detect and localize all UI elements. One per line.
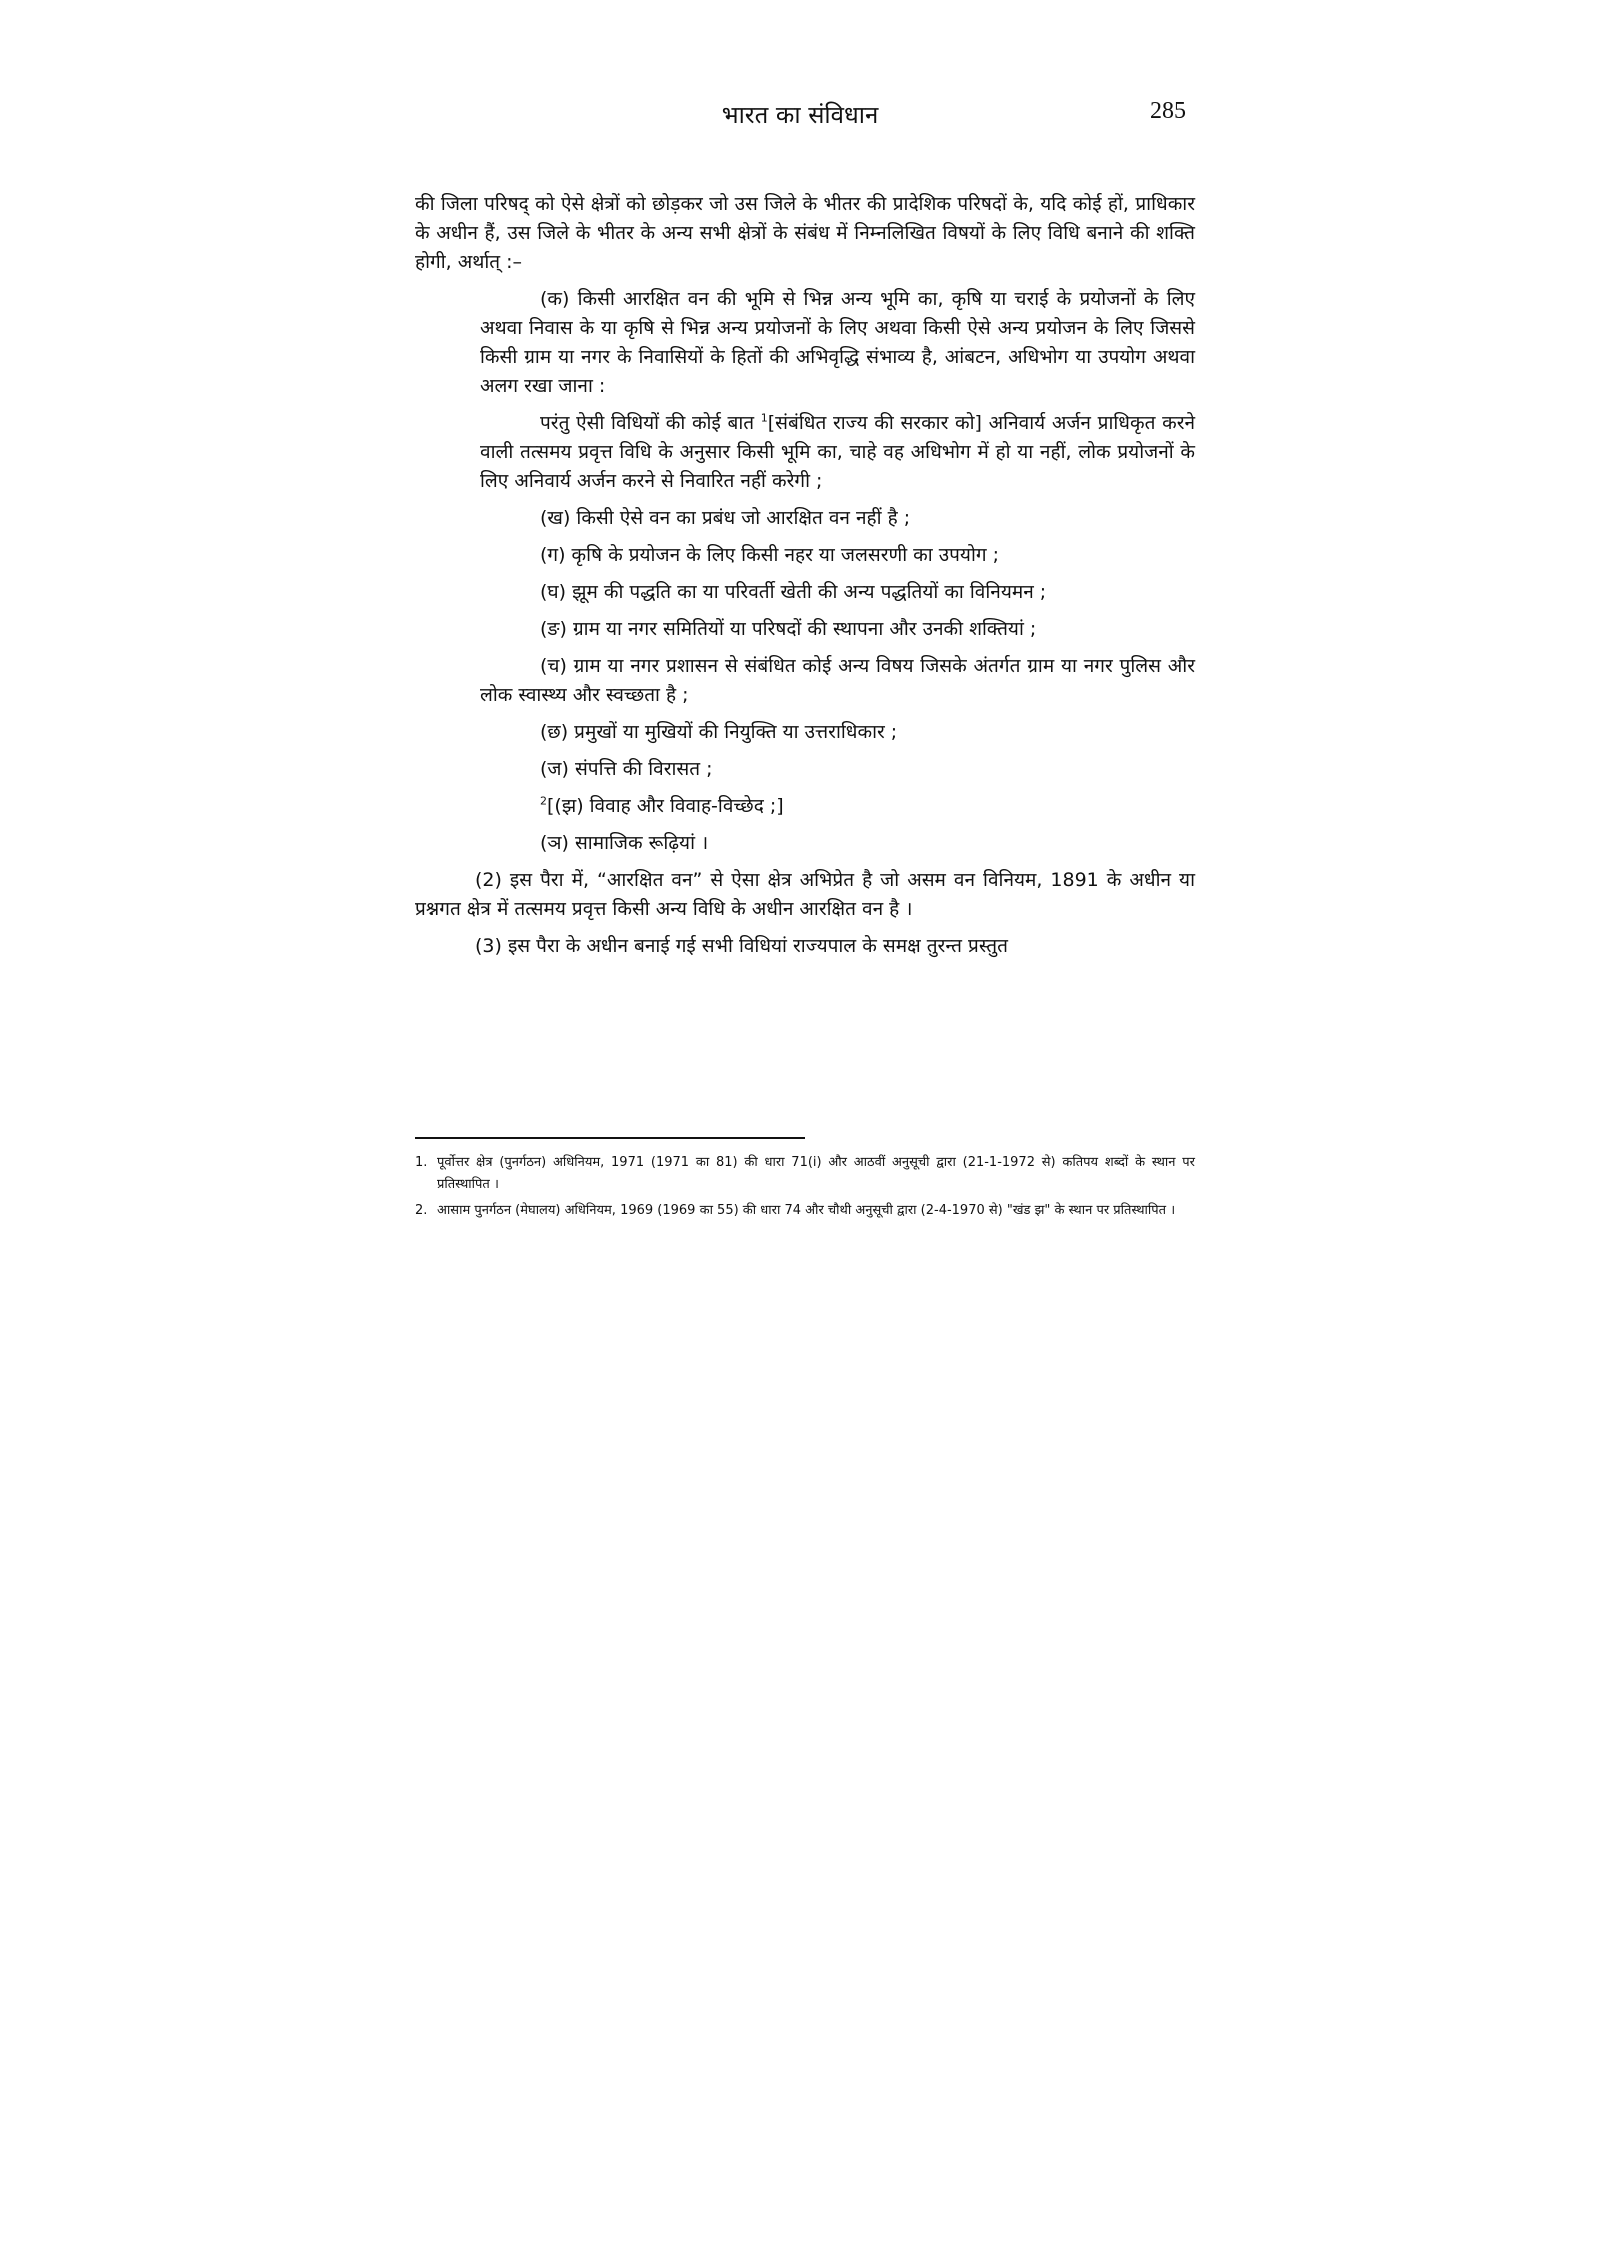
clause-gha: (घ) झूम की पद्धति का या परिवर्ती खेती की अन्य पद्धतियों का विनियमन ;	[540, 581, 1047, 603]
clause-ga: (ग) कृषि के प्रयोजन के लिए किसी नहर या जलसरणी का उपयोग ;	[540, 544, 1000, 566]
footnote-divider	[415, 1137, 805, 1139]
footnote-2	[415, 1200, 1195, 1222]
paragraph-3: (3) इस पैरा के अधीन बनाई गई सभी विधियां राज्यपाल के समक्ष तुरन्त प्रस्तुत	[475, 935, 1008, 957]
footnote-number: 2.	[415, 1203, 428, 1218]
proviso-rest: [संबंधित राज्य की सरकार को] अनिवार्य अर्जन प्राधिकृत करने वाली तत्समय प्रवृत्त विधि के अनुसार किसी भूमि का, चाहे वह अधिभोग में हो या नहीं, लोक प्रयोजनों के लिए अनिवार्य अर्जन करने से निवारित नहीं करेगी ;	[480, 412, 1196, 492]
paragraph-2: (2) इस पैरा में, “आरक्षित वन” से ऐसा क्षेत्र अभिप्रेत है जो असम वन विनियम, 1891 के अधीन या प्रश्नगत क्षेत्र में तत्समय प्रवृत्त किसी अन्य विधि के अधीन आरक्षित वन है ।	[415, 869, 1195, 920]
clause-chha: (छ) प्रमुखों या मुखियों की नियुक्ति या उत्तराधिकार ;	[540, 721, 898, 743]
clause-kha: (ख) किसी ऐसे वन का प्रबंध जो आरक्षित वन नहीं है ;	[540, 507, 911, 529]
footnote-text: पूर्वोत्तर क्षेत्र (पुनर्गठन) अधिनियम, 1971 (1971 का 81) की धारा 71(i) और आठवीं अनुसूची द्वारा (21-1-1972 से) कतिपय शब्दों के स्थान पर प्रतिस्थापित ।	[437, 1155, 1195, 1192]
clause-ja: (ज) संपत्ति की विरासत ;	[540, 758, 713, 780]
proviso-paragraph	[480, 409, 1195, 496]
intro-paragraph: की जिला परिषद् को ऐसे क्षेत्रों को छोड़कर जो उस जिले के भीतर की प्रादेशिक परिषदों के, यदि कोई हों, प्राधिकार के अधीन हैं, उस जिले के भीतर के अन्य सभी क्षेत्रों के संबंध में निम्नलिखित विषयों के लिए विधि बनाने की शक्ति होगी, अर्थात् :–	[415, 193, 1195, 273]
page-number: 285	[1150, 98, 1186, 124]
clause-ka: (क) किसी आरक्षित वन की भूमि से भिन्न अन्य भूमि का, कृषि या चराई के प्रयोजनों के लिए अथवा निवास के या कृषि से भिन्न अन्य प्रयोजनों के लिए अथवा किसी ऐसे अन्य प्रयोजन के लिए जिससे किसी ग्राम या नगर के निवासियों के हितों की अभिवृद्धि संभाव्य है, आंबटन, अधिभोग या उपयोग अथवा अलग रखा जाना :	[480, 288, 1195, 397]
footnotes	[415, 1152, 1195, 1226]
page-title: भारत का संविधान	[721, 101, 879, 129]
clause-nya: (ञ) सामाजिक रूढ़ियां ।	[540, 832, 709, 854]
body-text	[415, 190, 1195, 969]
clause-cha: (च) ग्राम या नगर प्रशासन से संबंधित कोई अन्य विषय जिसके अंतर्गत ग्राम या नगर पुलिस और लोक स्वास्थ्य और स्वच्छता है ;	[480, 655, 1195, 706]
footnote-number: 1.	[415, 1155, 428, 1170]
clause-jha	[480, 792, 1195, 821]
clause-nga: (ङ) ग्राम या नगर समितियों या परिषदों की स्थापना और उनकी शक्तियां ;	[540, 618, 1037, 640]
footnote-1	[415, 1152, 1195, 1196]
footnote-ref-1: 1	[760, 411, 768, 425]
footnote-ref-2: 2	[540, 794, 547, 808]
footnote-text: आसाम पुनर्गठन (मेघालय) अधिनियम, 1969 (1969 का 55) की धारा 74 और चौथी अनुसूची द्वारा (2-4-1970 से) "खंड झ" के स्थान पर प्रतिस्थापित ।	[437, 1203, 1176, 1218]
proviso-start: परंतु ऐसी विधियों की कोई बात	[540, 412, 761, 434]
clause-jha-text: [(झ) विवाह और विवाह-विच्छेद ;]	[547, 795, 784, 817]
